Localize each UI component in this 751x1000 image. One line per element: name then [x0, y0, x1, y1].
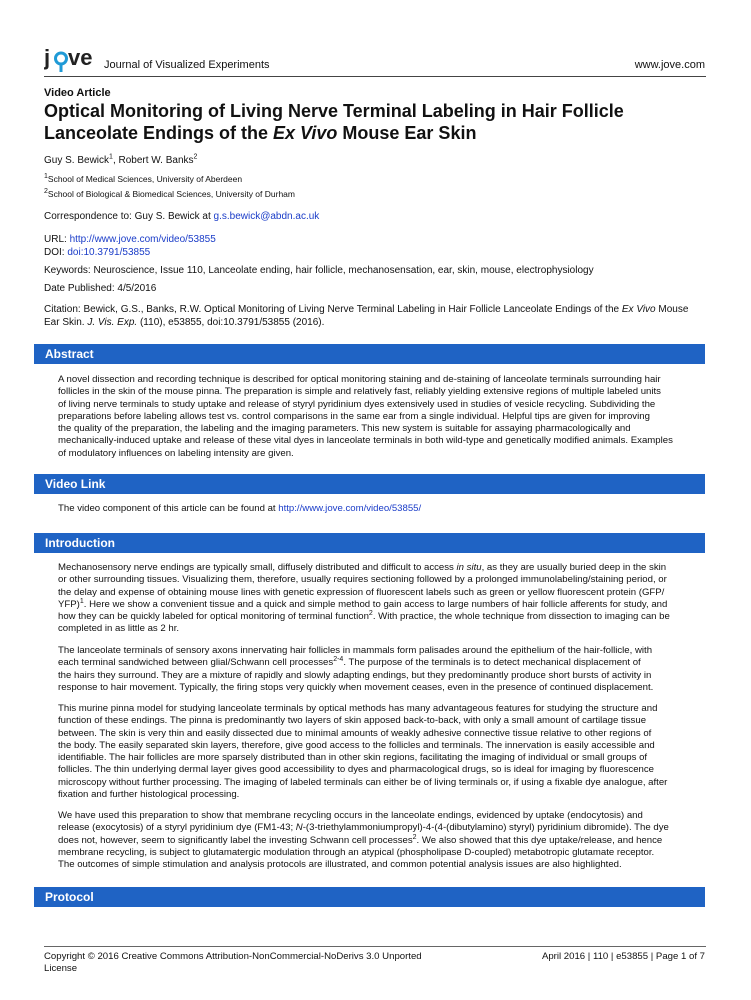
intro-paragraph-2 [58, 645, 706, 694]
introduction-heading [34, 533, 705, 553]
reference-sup: 1 [79, 597, 84, 605]
intro-italic: in situ [456, 562, 482, 573]
abstract-line: preparations before labeling allows test vs. control comparisons in the same ear from a single individual. Helpful tips are given for improving [58, 410, 650, 422]
affiliation-sup: 2 [44, 188, 48, 196]
affiliation-1 [44, 174, 242, 185]
correspondence-label: Correspondence to: Guy S. Bewick at [44, 211, 214, 222]
site-url: www.jove.com [634, 59, 705, 71]
intro-line: the delay and expense of obtaining mouse lines with genetic expression of fluorescent labels such as green or yellow fluorescent protein (GFP/ [58, 586, 665, 598]
intro-line: We have used this preparation to show that membrane recycling occurs in the lanceolate endings, evidenced by uptake (endocytosis) and [58, 810, 643, 821]
protocol-heading [34, 887, 705, 907]
reference-sup: 2 [368, 610, 373, 617]
citation-text: Citation: Bewick, G.S., Banks, R.W. Optical Monitoring of Living Nerve Terminal Labeling in Hair Follicle Lanceolate Endings of the [44, 304, 622, 315]
citation-text: Ear Skin. [44, 317, 88, 328]
affiliation-2 [44, 189, 295, 200]
doi-label: DOI: [44, 247, 68, 258]
intro-text: . With practice, the whole technique from dissection to imaging can be [372, 611, 670, 623]
abstract-line: of modulatory influences on labeling intensity are given. [58, 447, 294, 459]
intro-line [58, 599, 706, 611]
intro-line: completed in as little as 2 hr. [58, 623, 180, 635]
video-link-text: The video component of this article can be found at [58, 503, 279, 514]
intro-paragraph-3 [58, 703, 706, 801]
title-text: Mouse Ear Skin [337, 123, 477, 143]
url-label: URL: [44, 234, 70, 245]
abstract-line: follicles in the skin of the mouse pinna. The preparation is simple and relatively fast, reliably yielding extensive regions of multiple labeled units [58, 386, 661, 398]
citation-text: (110), e53855, doi:10.3791/53855 (2016). [137, 317, 325, 328]
intro-line: The lanceolate terminals of sensory axons innervating hair follicles in mammals form palisades around the epithelium of the hair-follicle, with [58, 645, 653, 656]
doi-link[interactable]: doi:10.3791/53855 [67, 247, 151, 258]
intro-text: Mechanosensory nerve endings are typically small, diffusely distributed and difficult to access [58, 562, 457, 573]
intro-text: . The purpose of the terminals is to detect mechanical displacement of [343, 657, 641, 669]
intro-text: does not, however, seem to significantly label the investing Schwann cell processes [58, 834, 413, 846]
citation-line-2 [44, 316, 709, 329]
footer-divider [44, 946, 706, 947]
intro-text: -(3-triethylammoniumpropyl)-4-(4-(dibutylamino) styryl) pyridinium dibromide). The dye [302, 822, 669, 834]
abstract-heading-text: Abstract [45, 347, 94, 361]
intro-line: the body. The easily separated skin layers, therefore, give good access to the follicles and terminals. The innervation is easily accessible and [58, 739, 655, 751]
video-link-heading-text: Video Link [45, 477, 106, 491]
protocol-heading-text: Protocol [45, 890, 94, 904]
authors [44, 154, 197, 167]
intro-line: identifiable. The hair follicles are more sparsely distributed than in other skin regions, facilitating the imaging of individual or small groups of [58, 752, 648, 764]
reference-sup: 2-4 [333, 656, 344, 664]
intro-line: follicles. The thin underlying dermal layer gives good accessibility to dyes and pharmacological drugs, so is ideal for imaging by fluorescence [58, 764, 655, 776]
citation-line-1 [44, 303, 709, 316]
email-link[interactable]: g.s.bewick@abdn.ac.uk [213, 211, 320, 222]
title-line-2 [44, 122, 704, 144]
intro-line [58, 562, 706, 574]
jove-logo-icon [44, 46, 100, 74]
intro-line: The outcomes of simple stimulation and analysis protocols are illustrated, and common potential analysis issues are also highlighted. [58, 859, 622, 871]
svg-text:j: j [44, 46, 51, 70]
intro-line [58, 822, 706, 834]
intro-line [58, 835, 706, 847]
article-url-link[interactable]: http://www.jove.com/video/53855 [69, 234, 216, 245]
author-1-sup: 1 [109, 153, 113, 161]
intro-text: YFP) [58, 598, 80, 610]
video-link-heading [34, 474, 705, 494]
intro-line [58, 657, 706, 669]
affiliation-sup: 1 [44, 173, 48, 181]
intro-text: how they can be quickly labeled for optical monitoring of terminal function [58, 611, 369, 623]
video-url-link[interactable]: http://www.jove.com/video/53855/ [278, 503, 422, 514]
intro-line: microscopy without further processing. The imaging of labeled terminals can either be of living terminals or, if using a fixable dye analogue, after [58, 776, 668, 788]
intro-line: between. The skin is very thin and easily dissected due to minimal amounts of weakly adhesive connective tissue relative to other regions of [58, 727, 652, 739]
footer-copyright [44, 951, 422, 975]
intro-text: release (exocytosis) of a styryl pyridinium dye (FM1-43; [58, 822, 296, 834]
date-published: Date Published: 4/5/2016 [44, 283, 157, 294]
affiliation-text: School of Biological & Biomedical Sciences, University of Durham [47, 189, 295, 199]
journal-name: Journal of Visualized Experiments [104, 59, 270, 71]
abstract-line: A novel dissection and recording technique is described for optical monitoring staining and de-staining of lanceolate terminals surrounding hair [58, 374, 661, 385]
abstract-body [58, 374, 706, 460]
intro-italic: N [295, 822, 303, 834]
title-line-1: Optical Monitoring of Living Nerve Terminal Labeling in Hair Follicle [44, 101, 624, 121]
intro-line: function of these endings. The pinna is predominantly two layers of skin apposed back-to-back, with only a small amount of cartilage tissue [58, 715, 647, 727]
intro-line: This murine pinna model for studying lanceolate terminals by optical methods has many advantageous features for studying the structure and [58, 703, 658, 714]
abstract-line: the quality of the preparation, the labeling and the imaging parameters. This new system is suitable for assaying pharmacologically and [58, 423, 631, 435]
intro-line: membrane recycling, is subject to glutamatergic modulation through an atypical (phospholipase D-coupled) metabotropic glutamate receptor. [58, 846, 655, 858]
svg-text:ve: ve [68, 46, 93, 70]
correspondence [44, 210, 319, 223]
intro-line: or other surrounding tissues. Visualizing them, therefore, usually requires sectioning followed by a prolonged immunolabeling/staining period, or [58, 574, 667, 586]
page-title [44, 100, 704, 144]
intro-line: response to hair movement. Typically, the firing stops very quickly when movement ceases, even in the presence of continued displacement. [58, 681, 654, 693]
author-1: Guy S. Bewick [44, 155, 110, 166]
intro-text: , as they are usually buried deep in the skin [481, 562, 667, 573]
citation-italic: J. Vis. Exp. [87, 317, 138, 328]
keywords: Keywords: Neuroscience, Issue 110, Lanceolate ending, hair follicle, mechanosensation, ear, skin, mouse, electrophysiology [44, 265, 594, 276]
abstract-line: of living nerve terminals to study uptake and release of styryl pyridinium dyes extensively used in studies of vesicle recycling. Subdividing the [58, 398, 656, 410]
title-text: Lanceolate Endings of the [44, 123, 274, 143]
title-italic: Ex Vivo [273, 123, 338, 143]
intro-text: . Here we show a convenient tissue and a quick and simple method to gain access to large numbers of hair follicle afferents for study, and [83, 598, 668, 610]
intro-line: the hairs they surround. They are a mixture of rapidly and slowly adapting endings, but they predominantly produce short bursts of activity in [58, 669, 652, 681]
intro-line [58, 611, 706, 623]
video-link-body [58, 503, 706, 515]
author-separator: , [112, 155, 119, 166]
jove-logo[interactable] [44, 46, 100, 74]
introduction-heading-text: Introduction [45, 536, 115, 550]
copyright-line: Copyright © 2016 Creative Commons Attribution-NonCommercial-NoDerivs 3.0 Unported [44, 951, 422, 962]
intro-line: fixation and further histological processing. [58, 789, 240, 801]
author-2: Robert W. Banks [118, 155, 194, 166]
intro-paragraph-4 [58, 810, 706, 871]
header-divider [44, 76, 706, 77]
citation-text: Mouse [655, 304, 689, 315]
footer-page-info: April 2016 | 110 | e53855 | Page 1 of 7 [541, 951, 705, 962]
url-line [44, 233, 216, 246]
citation [44, 303, 709, 329]
intro-text: . We also showed that this dye uptake/release, and hence [416, 834, 663, 846]
intro-paragraph-1 [58, 562, 706, 636]
author-2-sup: 2 [193, 153, 198, 161]
citation-italic: Ex Vivo [621, 304, 656, 315]
affiliation-text: School of Medical Sciences, University of Aberdeen [47, 174, 243, 184]
intro-text: each terminal sandwiched between glial/Schwann cell processes [58, 657, 334, 669]
abstract-heading [34, 344, 705, 364]
article-type: Video Article [44, 87, 111, 99]
copyright-line: License [44, 963, 78, 974]
abstract-line: mechanically-induced uptake and release of these vital dyes in lanceolate terminals in both wild-type and genetically modified animals. Examples [58, 435, 673, 447]
doi-line [44, 246, 150, 259]
reference-sup: 2 [412, 833, 417, 841]
